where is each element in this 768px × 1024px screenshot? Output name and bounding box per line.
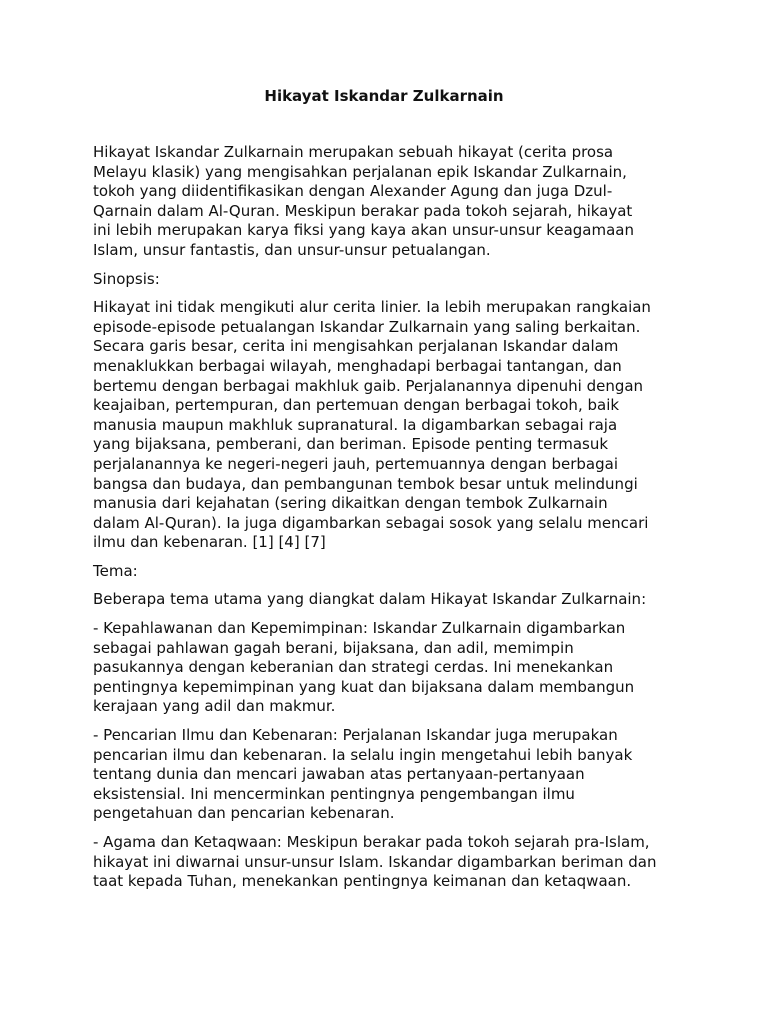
document-title: Hikayat Iskandar Zulkarnain bbox=[264, 87, 504, 105]
theme-item-leadership: - Kepahlawanan dan Kepemimpinan: Iskandar Zulkarnain digambarkan sebagai pahlawan gagah berani, bijaksana, dan adil, memimpin pasukannya dengan keberanian dan strategi cerdas. Ini menekankan pentingnya kepemimpinan yang kuat dan bijaksana dalam membangun kerajaan yang adil dan makmur. bbox=[93, 619, 635, 716]
intro-paragraph: Hikayat Iskandar Zulkarnain merupakan sebuah hikayat (cerita prosa Melayu klasik) yang mengisahkan perjalanan epik Iskandar Zulkarnain, tokoh yang diidentifikasikan dengan Alexander Agung dan juga Dzul- Qarnain dalam Al-Quran. Meskipun berakar pada tokoh sejarah, hikayat ini lebih merupakan karya fiksi yang kaya akan unsur-unsur keagamaan Islam, unsur fantastis, dan unsur-unsur petualangan. bbox=[93, 143, 635, 259]
document-body bbox=[93, 143, 685, 901]
theme-intro-paragraph: Beberapa tema utama yang diangkat dalam Hikayat Iskandar Zulkarnain: bbox=[93, 590, 647, 609]
synopsis-heading: Sinopsis: bbox=[93, 269, 160, 288]
theme-heading: Tema: bbox=[93, 561, 138, 580]
theme-item-knowledge: - Pencarian Ilmu dan Kebenaran: Perjalanan Iskandar juga merupakan pencarian ilmu dan kebenaran. Ia selalu ingin mengetahui lebih banyak tentang dunia dan mencari jawaban atas pertanyaan-pertanyaan eksistensial. Ini mencerminkan pentingnya pengembangan ilmu pengetahuan dan pencarian kebenaran. bbox=[93, 726, 633, 823]
synopsis-paragraph: Hikayat ini tidak mengikuti alur cerita linier. Ia lebih merupakan rangkaian episode-episode petualangan Iskandar Zulkarnain yang saling berkaitan. Secara garis besar, cerita ini mengisahkan perjalanan Iskandar dalam menaklukkan berbagai wilayah, menghadapi berbagai tantangan, dan bertemu dengan berbagai makhluk gaib. Perjalanannya dipenuhi dengan keajaiban, pertempuran, dan pertemuan dengan berbagai tokoh, baik manusia maupun makhluk supranatural. Ia digambarkan sebagai raja yang bijaksana, pemberani, dan beriman. Episode penting termasuk perjalanannya ke negeri-negeri jauh, pertemuannya dengan berbagai bangsa dan budaya, dan pembangunan tembok besar untuk melindungi manusia dari kejahatan (sering dikaitkan dengan tembok Zulkarnain dalam Al-Quran). Ia juga digambarkan sebagai sosok yang selalu mencari ilmu dan kebenaran. [1] [4] [7] bbox=[93, 298, 651, 552]
theme-item-religion: - Agama dan Ketaqwaan: Meskipun berakar pada tokoh sejarah pra-Islam, hikayat ini diwarnai unsur-unsur Islam. Iskandar digambarkan beriman dan taat kepada Tuhan, menekankan pentingnya keimanan dan ketaqwaan. bbox=[93, 833, 657, 891]
